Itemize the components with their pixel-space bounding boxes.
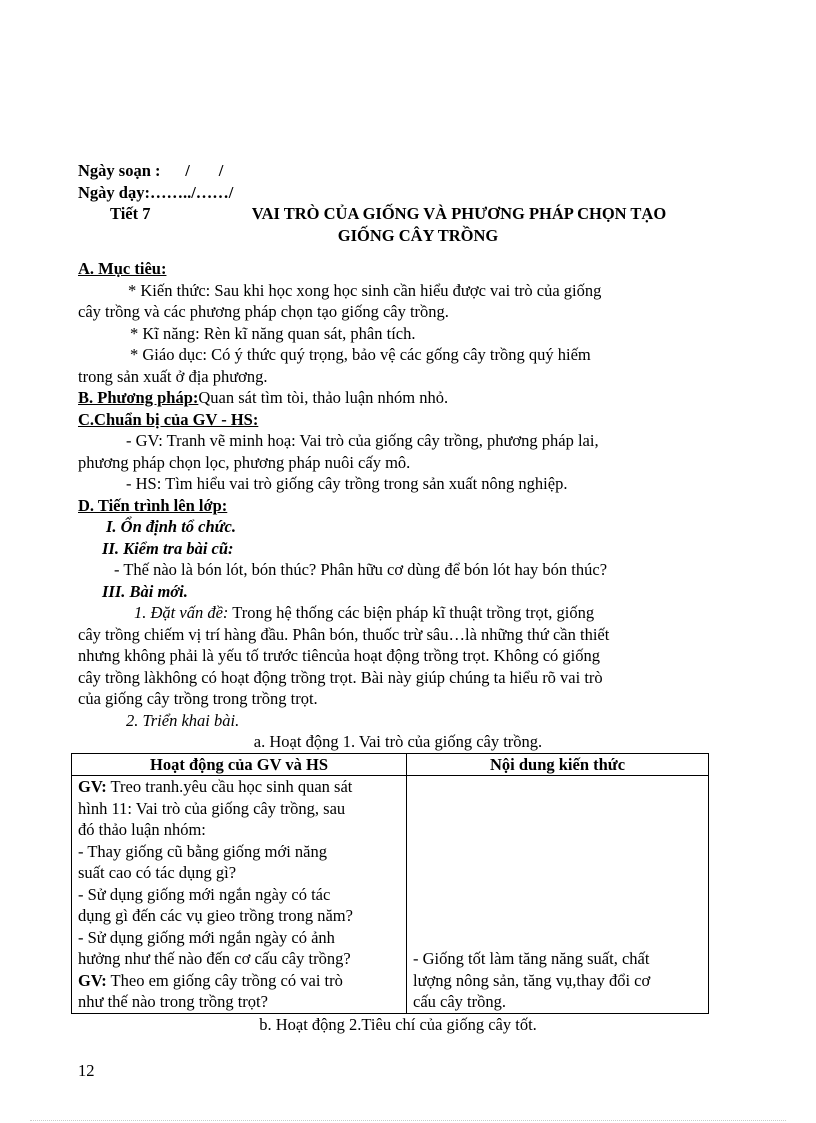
date-prepared: Ngày soạn : / / xyxy=(78,161,224,180)
gv-label: GV: xyxy=(78,777,107,796)
intro-text: Trong hệ thống các biện pháp kĩ thuật trồng trọt, giống xyxy=(228,603,595,622)
lesson-title-line2: GIỐNG CÂY TRỒNG xyxy=(337,225,499,245)
intro-first-line xyxy=(78,602,718,624)
objective-education-cont: trong sản xuất ở địa phương. xyxy=(78,366,268,386)
objective-knowledge: * Kiến thức: Sau khi học xong học sinh cần hiểu được vai trò của giống xyxy=(128,280,602,300)
section-b xyxy=(78,387,718,409)
section-b-heading: B. Phương pháp: xyxy=(78,388,199,407)
intro-label: 1. Đặt vấn đề: xyxy=(134,603,229,622)
prep-gv: - GV: Tranh vẽ minh hoạ: Vai trò của giống cây trồng, phương pháp lai, xyxy=(126,431,599,450)
lesson-title-line1: VAI TRÒ CỦA GIỐNG VÀ PHƯƠNG PHÁP CHỌN TẠO xyxy=(251,204,667,223)
left-line: như thế nào trong trồng trọt? xyxy=(78,992,268,1011)
step-2: II. Kiểm tra bài cũ: xyxy=(102,538,234,558)
activity-table xyxy=(71,753,709,1014)
deploy-heading: 2. Triển khai bài. xyxy=(126,710,240,730)
lesson-number: Tiết 7 xyxy=(110,204,151,223)
step-3: III. Bài mới. xyxy=(102,581,188,601)
right-line: lượng nông sản, tăng vụ,thay đổi cơ xyxy=(413,970,651,990)
left-line: - Sử dụng giống mới ngắn ngày có tác xyxy=(78,884,331,904)
left-line: dụng gì đến các vụ gieo trồng trong năm? xyxy=(78,906,353,925)
table-row xyxy=(72,776,709,1014)
section-d-heading: D. Tiến trình lên lớp: xyxy=(78,495,228,515)
document-page xyxy=(78,160,718,1035)
gv-text: Theo em giống cây trồng có vai trò xyxy=(106,970,343,990)
left-line: - Thay giống cũ bằng giống mới năng xyxy=(78,841,328,861)
objective-skill: * Kĩ năng: Rèn kĩ năng quan sát, phân tích. xyxy=(130,323,416,343)
section-a-heading: A. Mục tiêu: xyxy=(78,259,167,278)
gv-label: GV: xyxy=(78,970,107,990)
objective-knowledge-cont: cây trồng và các phương pháp chọn tạo giống cây trồng. xyxy=(78,302,449,321)
gv-line-1 xyxy=(78,776,400,798)
objective-education: * Giáo dục: Có ý thức quý trọng, bảo vệ các gống cây trồng quý hiếm xyxy=(130,345,591,364)
step-1: I. Ổn định tổ chức. xyxy=(106,517,236,536)
content-cell xyxy=(407,776,709,1014)
left-line: - Sử dụng giống mới ngắn ngày có ảnh xyxy=(78,927,335,947)
review-question: - Thế nào là bón lót, bón thúc? Phân hữu cơ dùng để bón lót hay bón thúc? xyxy=(114,560,608,579)
gv-text: Treo tranh.yêu cầu học sinh quan sát xyxy=(106,777,353,796)
right-line: cấu cây trồng. xyxy=(413,992,506,1011)
activity-2-heading: b. Hoạt động 2.Tiêu chí của giống cây tốt. xyxy=(259,1014,537,1034)
section-b-text: Quan sát tìm tòi, thảo luận nhóm nhỏ. xyxy=(198,388,449,407)
left-line: hưởng như thế nào đến cơ cấu cây trồng? xyxy=(78,949,351,968)
date-taught: Ngày dạy:……../……/ xyxy=(78,182,234,202)
prep-hs: - HS: Tìm hiểu vai trò giống cây trồng trong sản xuất nông nghiệp. xyxy=(126,474,568,493)
lesson-title-row xyxy=(78,203,718,225)
col-header-content: Nội dung kiến thức xyxy=(407,753,709,776)
intro-line: cây trồng làkhông có hoạt động trồng trọt. Bài này giúp chúng ta hiểu rõ vai trò xyxy=(78,667,603,687)
left-line: hình 11: Vai trò của giống cây trồng, sau xyxy=(78,798,346,818)
gv-line-2 xyxy=(78,970,400,992)
left-line: đó thảo luận nhóm: xyxy=(78,820,206,839)
page-bottom-divider xyxy=(30,1120,786,1121)
activity-1-heading: a. Hoạt động 1. Vai trò của giống cây trồng. xyxy=(253,732,543,751)
right-line: - Giống tốt làm tăng năng suất, chất xyxy=(413,949,650,968)
intro-line: cây trồng chiếm vị trí hàng đầu. Phân bón, thuốc trừ sâu…là những thứ cần thiết xyxy=(78,624,610,644)
activities-cell xyxy=(72,776,407,1014)
col-header-activities: Hoạt động của GV và HS xyxy=(72,753,407,776)
page-number: 12 xyxy=(78,1061,95,1080)
left-line: suất cao có tác dụng gì? xyxy=(78,863,237,882)
intro-line: của giống cây trồng trong trồng trọt. xyxy=(78,689,318,708)
intro-line: nhưng không phải là yếu tố trước tiêncủa hoạt động trồng trọt. Không có giống xyxy=(78,646,600,665)
prep-gv-cont: phương pháp chọn lọc, phương pháp nuôi cấy mô. xyxy=(78,452,411,472)
section-c-heading: C.Chuẩn bị của GV - HS: xyxy=(78,409,259,429)
